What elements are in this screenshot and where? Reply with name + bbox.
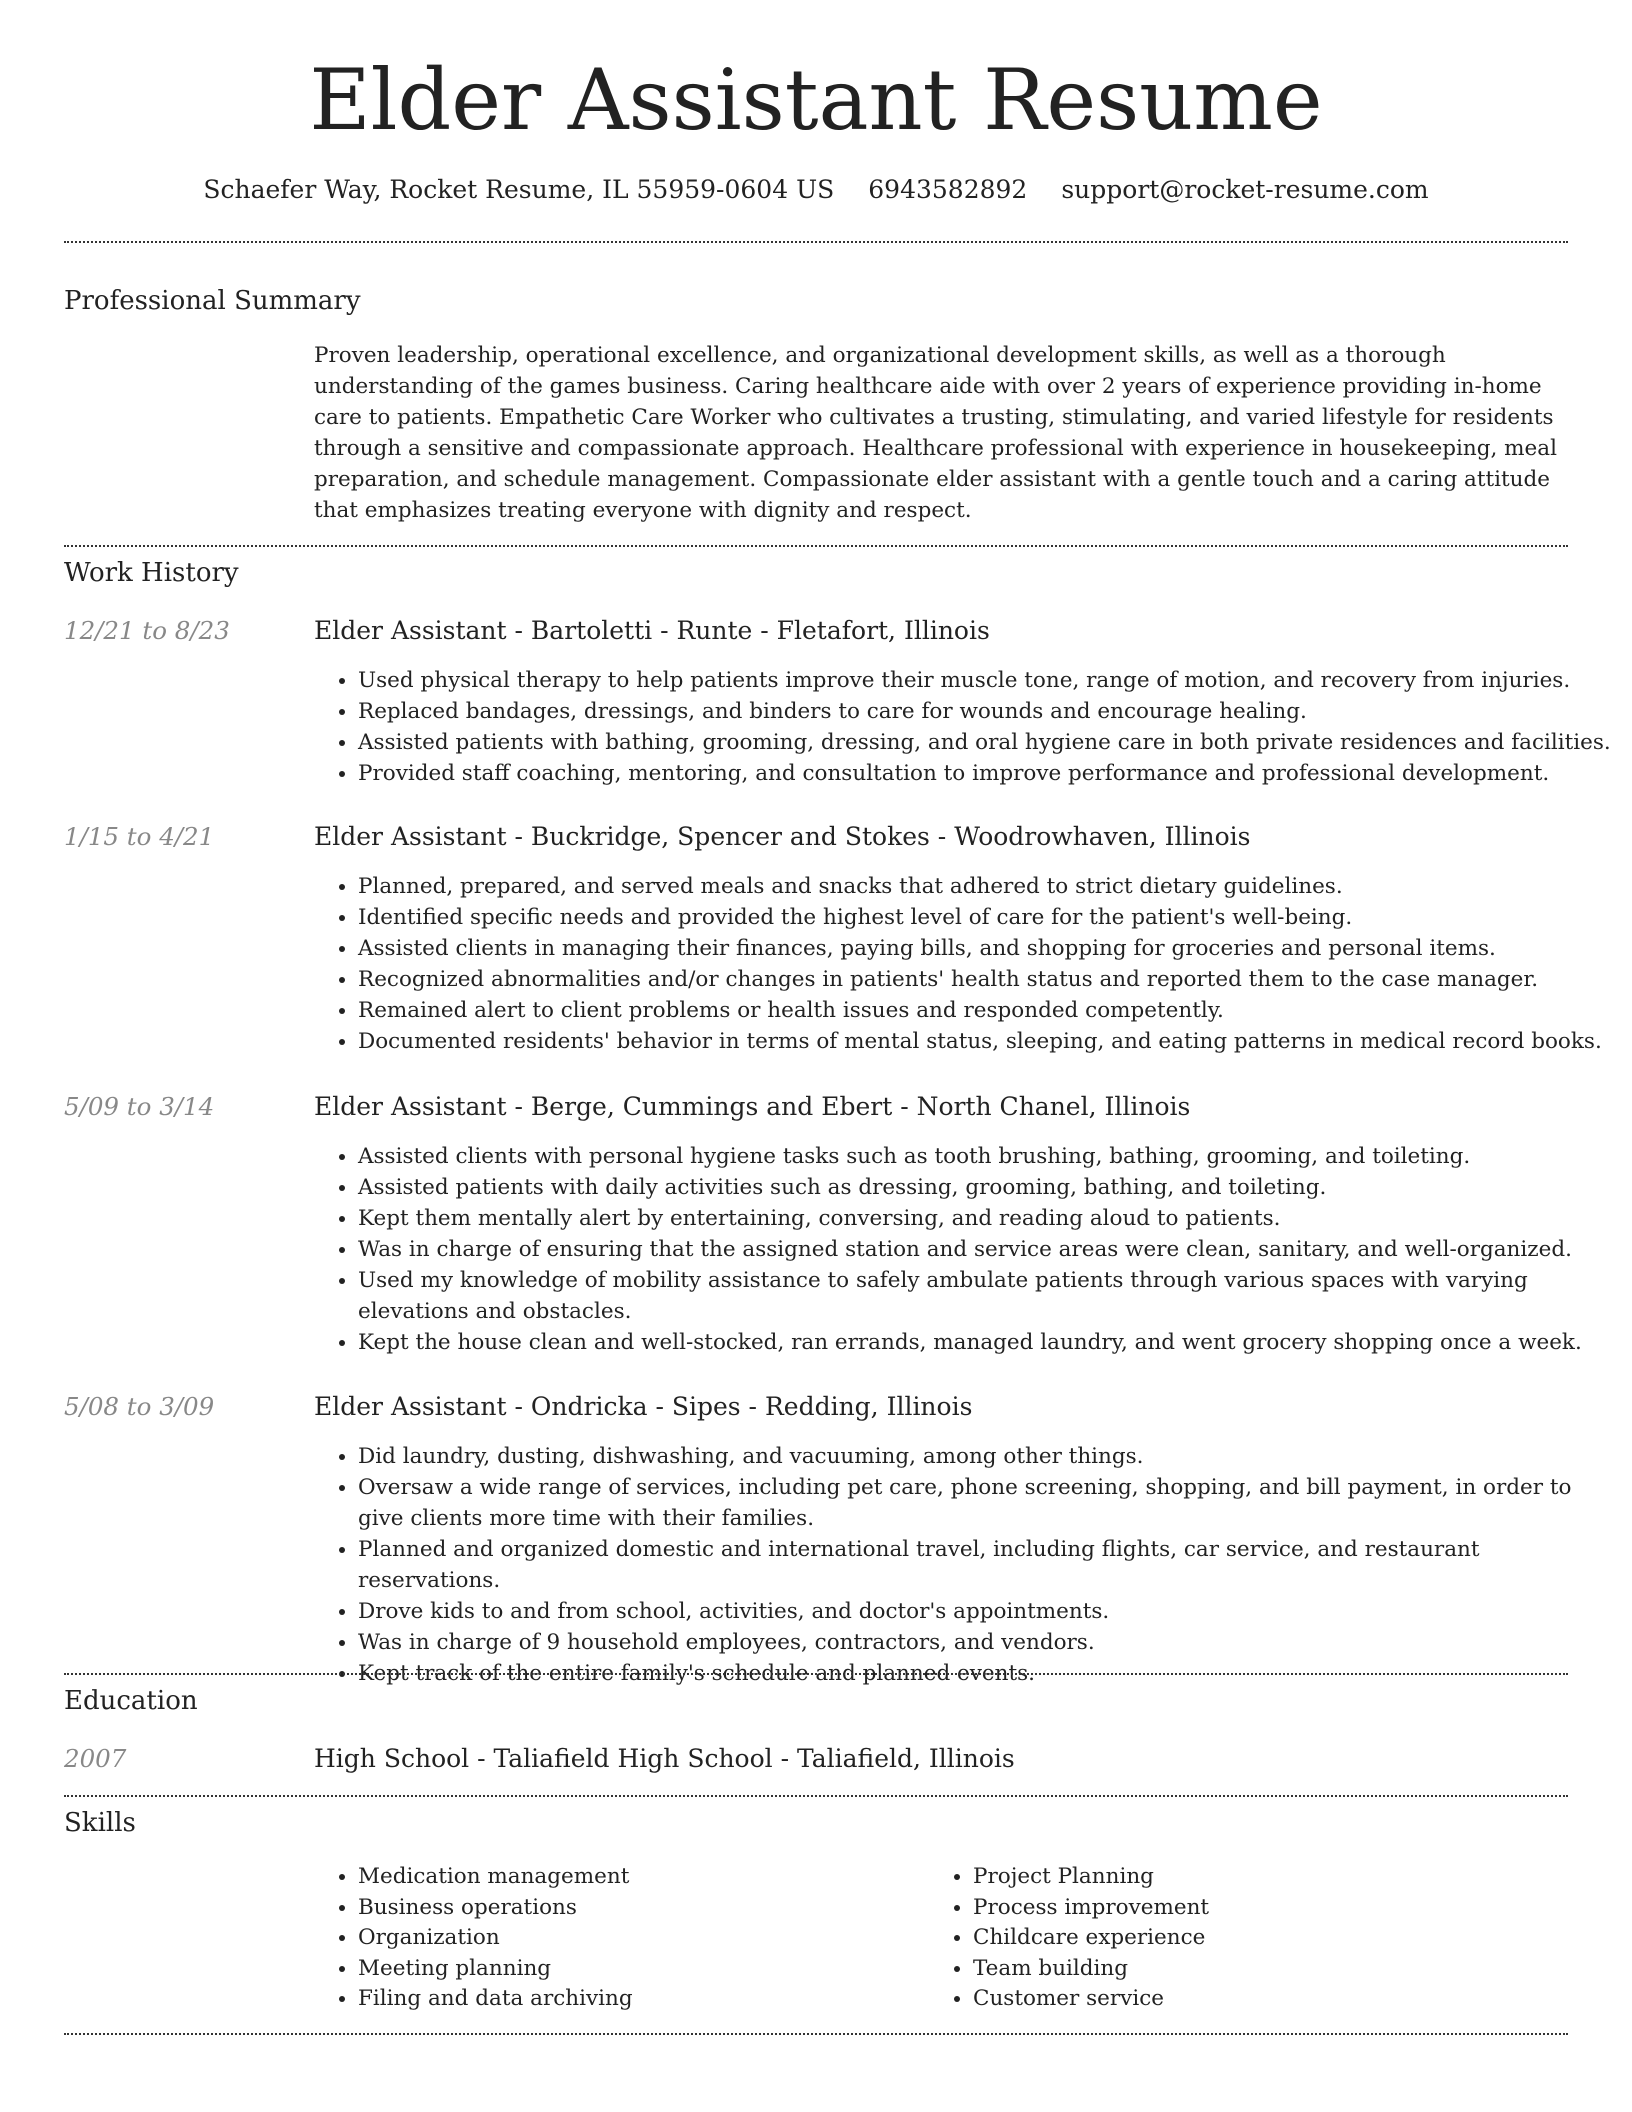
duty-item: • Assisted patients with bathing, grooming, dressing, and oral hygiene care in both private residences and facilities. <box>358 727 1614 758</box>
duty-item: • Used physical therapy to help patients improve their muscle tone, range of motion, and recovery from injuries. <box>358 665 1614 696</box>
section-divider <box>64 1673 1568 1675</box>
education-year: 2007 <box>64 1744 127 1773</box>
job-title: Elder Assistant - Berge, Cummings and Ebert - North Chanel, Illinois <box>314 1092 1191 1121</box>
duty-item: • Planned, prepared, and served meals and snacks that adhered to strict dietary guidelines. <box>358 871 1614 902</box>
skills-heading: Skills <box>64 1808 136 1838</box>
duty-item: • Identified specific needs and provided the highest level of care for the patient's well-being. <box>358 902 1614 933</box>
resume-title: Elder Assistant Resume <box>309 51 1323 149</box>
duty-item: • Drove kids to and from school, activities, and doctor's appointments. <box>358 1596 1614 1627</box>
section-divider <box>64 1795 1568 1797</box>
job-dates: 12/21 to 8/23 <box>64 616 230 645</box>
duty-item: • Recognized abnormalities and/or changes in patients' health status and reported them to the case manager. <box>358 964 1614 995</box>
duty-item: • Remained alert to client problems or health issues and responded competently. <box>358 995 1614 1026</box>
skill-item: • Business operations <box>358 1893 918 1924</box>
skill-item: • Organization <box>358 1923 918 1954</box>
duty-item: • Was in charge of 9 household employees, contractors, and vendors. <box>358 1627 1614 1658</box>
job-title: Elder Assistant - Bartoletti - Runte - Fletafort, Illinois <box>314 616 990 645</box>
skill-item: • Process improvement <box>973 1893 1533 1924</box>
duty-item: • Oversaw a wide range of services, including pet care, phone screening, shopping, and bill payment, in order to give clients more time with their families. <box>358 1472 1614 1534</box>
duty-item: • Replaced bandages, dressings, and binders to care for wounds and encourage healing. <box>358 696 1614 727</box>
contact-email: support@rocket-resume.com <box>1061 175 1429 204</box>
section-divider <box>64 545 1568 547</box>
duty-item: • Assisted clients in managing their finances, paying bills, and shopping for groceries and personal items. <box>358 933 1614 964</box>
duty-item: • Kept track of the entire family's schedule and planned events. <box>358 1658 1614 1689</box>
skill-item: • Filing and data archiving <box>358 1984 918 2015</box>
job-title: Elder Assistant - Ondricka - Sipes - Redding, Illinois <box>314 1392 973 1421</box>
duty-item: • Documented residents' behavior in terms of mental status, sleeping, and eating patterns in medical record books. <box>358 1026 1614 1057</box>
skill-item: • Customer service <box>973 1984 1533 2015</box>
summary-text: Proven leadership, operational excellence, and organizational development skills, as well as a thorough understanding of the games business. Caring healthcare aide with over 2 years of experience providing in-home care to patients. Empathetic Care Worker who cultivates a trusting, stimulating, and varied lifestyle for residents through a sensitive and compassionate approach. Healthcare professional with experience in housekeeping, meal preparation, and schedule management. Compassionate elder assistant with a gentle touch and a caring attitude that emphasizes treating everyone with dignity and respect. <box>314 343 1557 523</box>
skill-item: • Medication management <box>358 1862 918 1893</box>
duty-item: • Used my knowledge of mobility assistance to safely ambulate patients through various spaces with varying elevations and obstacles. <box>358 1265 1614 1327</box>
contact-address: Schaefer Way, Rocket Resume, IL 55959-0604 US <box>203 175 835 204</box>
duty-item: • Was in charge of ensuring that the assigned station and service areas were clean, sanitary, and well-organized. <box>358 1234 1614 1265</box>
skills-list-right <box>929 1862 1533 2015</box>
skill-item: • Project Planning <box>973 1862 1533 1893</box>
job-dates: 1/15 to 4/21 <box>64 822 215 851</box>
skill-item: • Team building <box>973 1954 1533 1985</box>
job-dates: 5/08 to 3/09 <box>64 1392 215 1421</box>
summary-heading: Professional Summary <box>64 286 361 316</box>
skills-list-left <box>314 1862 918 2015</box>
skill-item: • Meeting planning <box>358 1954 918 1985</box>
section-divider <box>64 241 1568 243</box>
job-duties <box>314 1141 1614 1358</box>
job-duties <box>314 1441 1614 1689</box>
duty-item: • Kept them mentally alert by entertaining, conversing, and reading aloud to patients. <box>358 1203 1614 1234</box>
duty-item: • Assisted patients with daily activities such as dressing, grooming, bathing, and toileting. <box>358 1172 1614 1203</box>
duty-item: • Provided staff coaching, mentoring, and consultation to improve performance and professional development. <box>358 758 1614 789</box>
section-divider <box>64 2033 1568 2035</box>
contact-line <box>0 170 1632 210</box>
duty-item: • Did laundry, dusting, dishwashing, and vacuuming, among other things. <box>358 1441 1614 1472</box>
duty-item: • Kept the house clean and well-stocked, ran errands, managed laundry, and went grocery shopping once a week. <box>358 1327 1614 1358</box>
duty-item: • Planned and organized domestic and international travel, including flights, car service, and restaurant reservations. <box>358 1534 1614 1596</box>
job-dates: 5/09 to 3/14 <box>64 1092 215 1121</box>
skill-item: • Childcare experience <box>973 1923 1533 1954</box>
job-title: Elder Assistant - Buckridge, Spencer and Stokes - Woodrowhaven, Illinois <box>314 822 1251 851</box>
work-history-heading: Work History <box>64 558 239 588</box>
job-duties <box>314 871 1614 1057</box>
job-duties <box>314 665 1614 789</box>
education-entry: High School - Taliafield High School - Taliafield, Illinois <box>314 1744 1015 1773</box>
duty-item: • Assisted clients with personal hygiene tasks such as tooth brushing, bathing, grooming, and toileting. <box>358 1141 1614 1172</box>
education-heading: Education <box>64 1686 198 1716</box>
contact-phone: 6943582892 <box>868 175 1028 204</box>
